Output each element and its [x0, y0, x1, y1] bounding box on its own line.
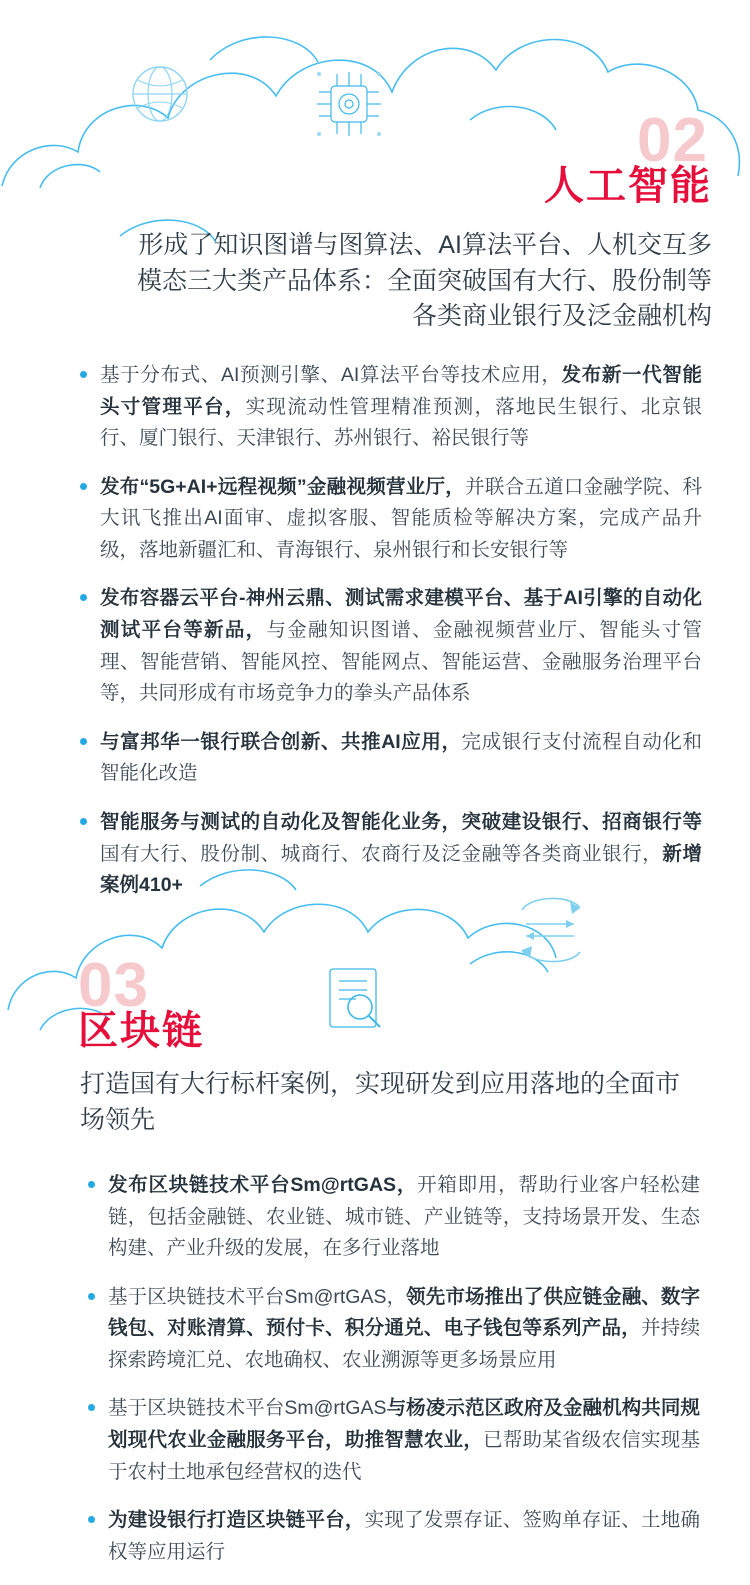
document-search-icon	[310, 955, 396, 1041]
list-item: 发布区块链技术平台Sm@rtGAS，开箱即用，帮助行业客户轻松建链，包括金融链、农业链、城市链、产业链等，支持场景开发、生态构建、产业升级的发展，在多行业落地	[80, 1170, 700, 1265]
exchange-arrows-icon	[508, 890, 598, 972]
gear-chip-icon	[305, 60, 393, 148]
list-item: 发布容器云平台-神州云鼎、测试需求建模平台、基于AI引擎的自动化测试平台等新品，与金融知识图谱、金融视频营业厅、智能头寸管理、智能营销、智能风控、智能网点、智能运营、金融服务治理平台等，共同形成有市场竞争力的拳头产品体系	[72, 583, 702, 709]
list-item: 为建设银行打造区块链平台，实现了发票存证、签购单存证、土地确权等应用运行	[80, 1505, 700, 1568]
bullet-list-02	[72, 360, 702, 919]
list-item: 基于分布式、AI预测引擎、AI算法平台等技术应用，发布新一代智能头寸管理平台，实现流动性管理精准预测，落地民生银行、北京银行、厦门银行、天津银行、苏州银行、裕民银行等	[72, 360, 702, 455]
list-item: 基于区块链技术平台Sm@rtGAS与杨凌示范区政府及金融机构共同规划现代农业金融服务平台，助推智慧农业，已帮助某省级农信实现基于农村土地承包经营权的迭代	[80, 1393, 700, 1488]
list-item: 与富邦华一银行联合创新、共推AI应用，完成银行支付流程自动化和智能化改造	[72, 727, 702, 790]
list-item: 基于区块链技术平台Sm@rtGAS，领先市场推出了供应链金融、数字钱包、对账清算、预付卡、积分通兑、电子钱包等系列产品，并持续探索跨境汇兑、农地确权、农业溯源等更多场景应用	[80, 1282, 700, 1377]
list-item: 发布“5G+AI+远程视频”金融视频营业厅，并联合五道口金融学院、科大讯飞推出AI面审、虚拟客服、智能质检等解决方案，完成产品升级，落地新疆汇和、青海银行、泉州银行和长安银行等	[72, 472, 702, 567]
list-item: 智能服务与测试的自动化及智能化业务，突破建设银行、招商银行等国有大行、股份制、城商行、农商行及泛金融等各类商业银行，新增案例410+	[72, 807, 702, 902]
section-title: 区块链	[78, 1009, 204, 1053]
section-number: 02	[637, 106, 708, 175]
section-title: 人工智能	[544, 164, 712, 208]
bullet-list-03	[80, 1170, 700, 1585]
section-lead: 形成了知识图谱与图算法、AI算法平台、人机交互多模态三大类产品体系：全面突破国有大行、股份制等各类商业银行及泛金融机构	[136, 231, 712, 330]
globe-icon	[122, 56, 198, 132]
section-number: 03	[78, 951, 149, 1020]
section-lead: 打造国有大行标杆案例，实现研发到应用落地的全面市场领先	[80, 1070, 681, 1134]
